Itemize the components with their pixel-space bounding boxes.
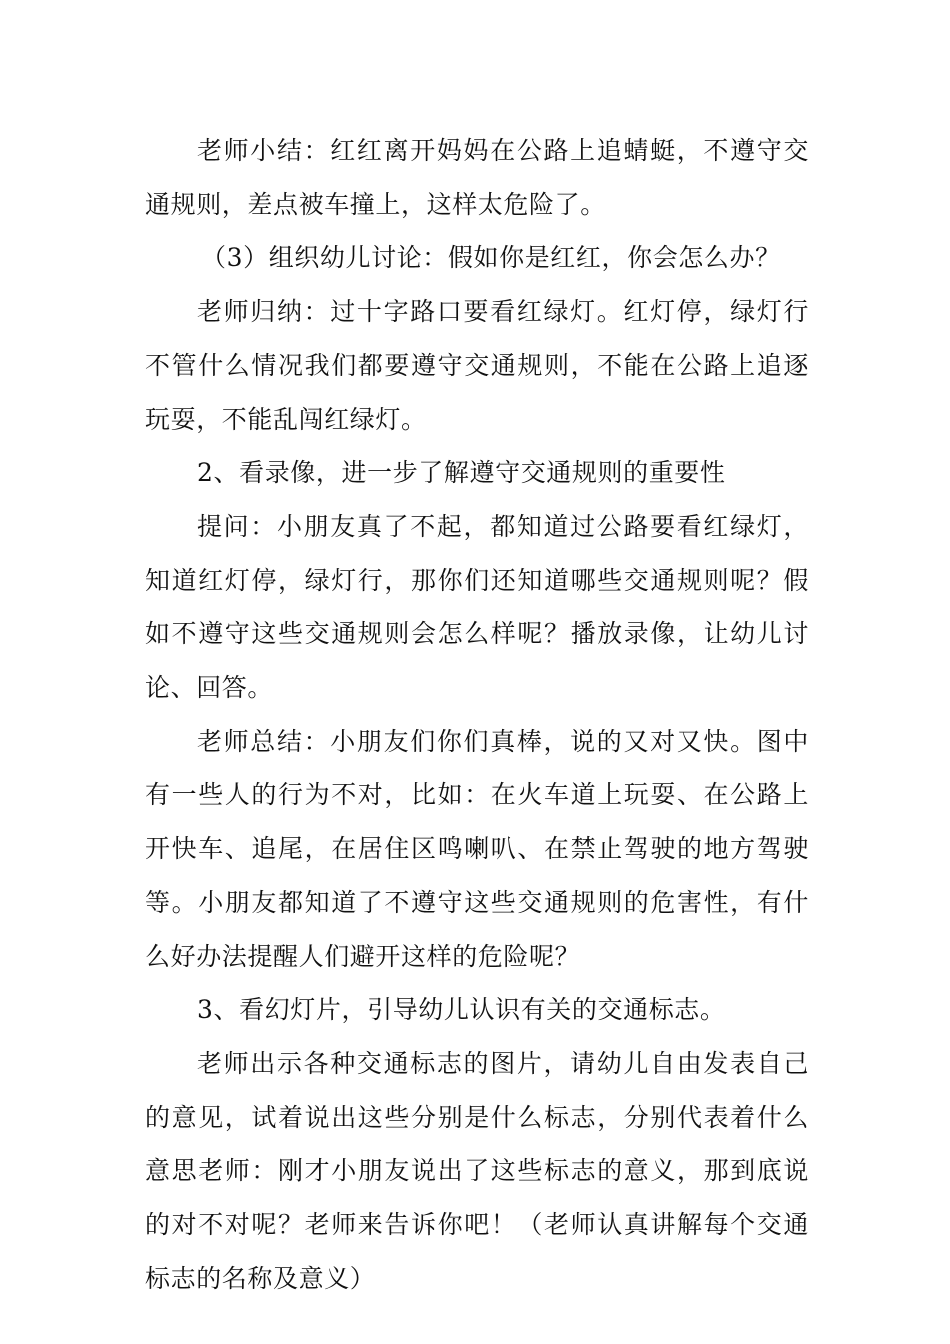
paragraph-traffic-signs: 老师出示各种交通标志的图片，请幼儿自由发表自己的意见，试着说出这些分别是什么标志，分别代表着什么意思老师：刚才小朋友说出了这些标志的意义，那到底说的对不对呢？老师来告诉你吧！（老师认真讲解每个交通标志的名称及意义） bbox=[145, 1048, 809, 1293]
paragraph-teacher-wrapup: 老师总结：小朋友们你们真棒，说的又对又快。图中有一些人的行为不对，比如：在火车道上玩耍、在公路上开快车、追尾，在居住区鸣喇叭、在禁止驾驶的地方驾驶等。小朋友都知道了不遵守这些交通规则的危害性，有什么好办法提醒人们避开这样的危险呢？ bbox=[145, 726, 809, 971]
paragraph-section-3-heading: 3、看幻灯片，引导幼儿认识有关的交通标志。 bbox=[197, 995, 726, 1025]
paragraph-question: 提问：小朋友真了不起，都知道过公路要看红绿灯，知道红灯停，绿灯行，那你们还知道哪些交通规则呢？假如不遵守这些交通规则会怎么样呢？播放录像，让幼儿讨论、回答。 bbox=[145, 511, 809, 703]
paragraph-discussion-step-3: （3）组织幼儿讨论：假如你是红红，你会怎么办？ bbox=[201, 243, 781, 273]
paragraph-teacher-conclusion: 老师归纳：过十字路口要看红绿灯。红灯停，绿灯行不管什么情况我们都要遵守交通规则，不能在公路上追逐玩耍，不能乱闯红绿灯。 bbox=[145, 297, 809, 434]
paragraph-teacher-summary: 老师小结：红红离开妈妈在公路上追蜻蜓，不遵守交通规则，差点被车撞上，这样太危险了。 bbox=[145, 136, 809, 219]
paragraph-section-2-heading: 2、看录像，进一步了解遵守交通规则的重要性 bbox=[197, 458, 726, 488]
document-body bbox=[145, 124, 809, 1305]
